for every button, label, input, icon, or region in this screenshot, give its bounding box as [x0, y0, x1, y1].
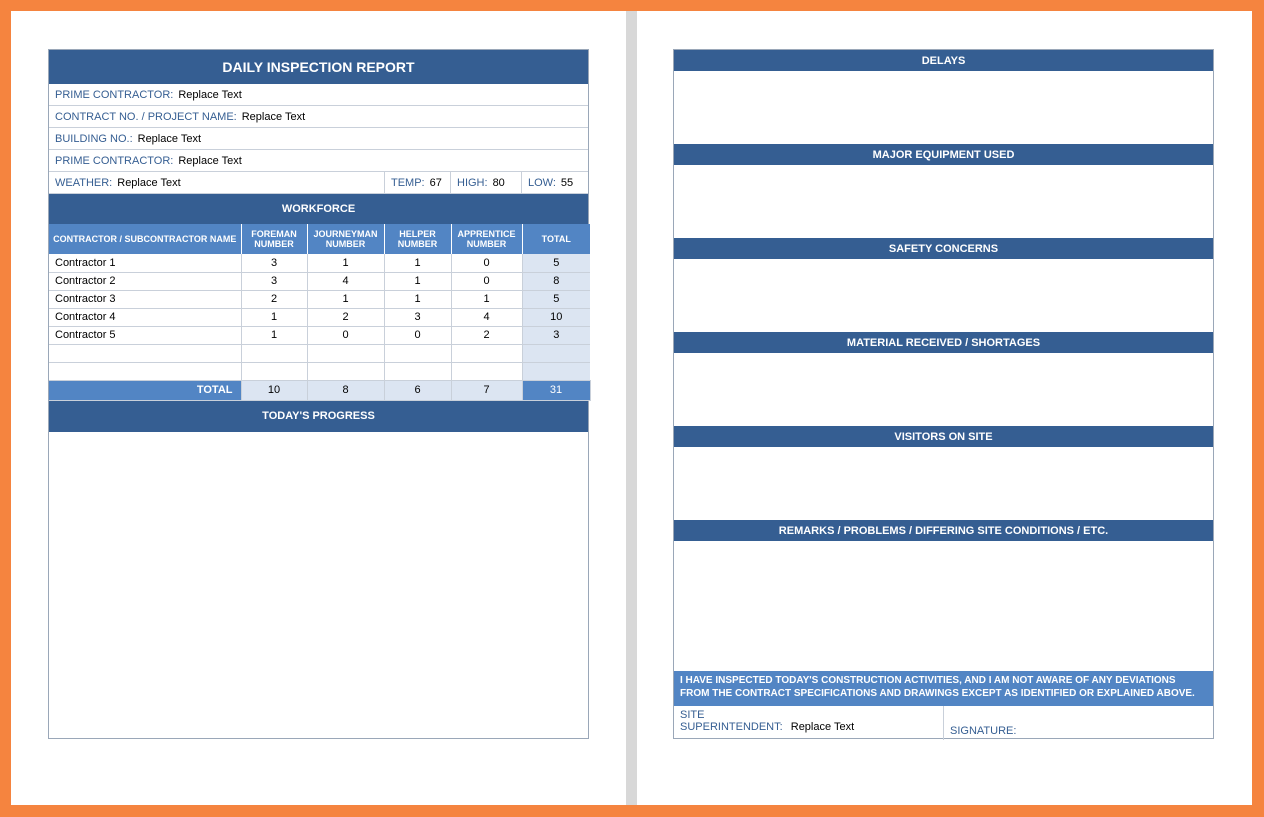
workforce-header-row	[49, 224, 590, 254]
journeyman-count[interactable]: 1	[307, 290, 384, 308]
journeyman-count[interactable]: 2	[307, 308, 384, 326]
contractor-name[interactable]: Contractor 3	[49, 290, 241, 308]
declaration-line: I HAVE INSPECTED TODAY'S CONSTRUCTION ACTIVITIES, AND I AM NOT AWARE OF ANY DEVIATIONS	[680, 675, 1176, 686]
field-label: CONTRACT NO. / PROJECT NAME:	[55, 110, 237, 123]
declaration-statement	[674, 671, 1213, 706]
weather-value[interactable]: Replace Text	[117, 176, 181, 189]
info-row-contract-project[interactable]	[49, 106, 588, 128]
declaration-line: FROM THE CONTRACT SPECIFICATIONS AND DRAWINGS EXCEPT AS IDENTIFIED OR EXPLAINED ABOVE.	[680, 688, 1195, 699]
contractor-name[interactable]: Contractor 1	[49, 254, 241, 272]
col-header-total: TOTAL	[522, 224, 590, 254]
foreman-count[interactable]: 1	[241, 326, 307, 344]
field-value[interactable]: Replace Text	[178, 88, 242, 101]
col-header-apprentice: APPRENTICE NUMBER	[451, 224, 522, 254]
foreman-count[interactable]: 3	[241, 272, 307, 290]
row-total: 10	[522, 308, 590, 326]
signoff-row	[674, 706, 1213, 740]
foreman-count[interactable]: 1	[241, 308, 307, 326]
low-label: LOW:	[528, 176, 556, 189]
helper-count[interactable]: 1	[384, 290, 451, 308]
row-total: 5	[522, 254, 590, 272]
contractor-name[interactable]: Contractor 4	[49, 308, 241, 326]
table-row	[49, 290, 590, 308]
high-cell[interactable]	[451, 172, 522, 193]
helper-count[interactable]: 1	[384, 272, 451, 290]
page-right	[637, 11, 1252, 805]
journeyman-count[interactable]	[307, 362, 384, 380]
contractor-name[interactable]: Contractor 5	[49, 326, 241, 344]
report-title: DAILY INSPECTION REPORT	[49, 50, 588, 84]
helper-count[interactable]	[384, 362, 451, 380]
safety-header: SAFETY CONCERNS	[674, 238, 1213, 259]
superintendent-cell[interactable]	[674, 706, 944, 740]
workforce-header: WORKFORCE	[49, 194, 588, 224]
low-cell[interactable]	[522, 172, 588, 193]
info-row-building-no[interactable]	[49, 128, 588, 150]
material-header: MATERIAL RECEIVED / SHORTAGES	[674, 332, 1213, 353]
helper-count[interactable]: 3	[384, 308, 451, 326]
journeyman-total: 8	[307, 380, 384, 400]
temp-cell[interactable]	[385, 172, 451, 193]
helper-count[interactable]: 1	[384, 254, 451, 272]
col-header-contractor: CONTRACTOR / SUBCONTRACTOR NAME	[49, 224, 241, 254]
table-row	[49, 254, 590, 272]
grand-total: 31	[522, 380, 590, 400]
weather-label: WEATHER:	[55, 176, 113, 189]
low-value[interactable]: 55	[560, 176, 574, 189]
visitors-header: VISITORS ON SITE	[674, 426, 1213, 447]
foreman-count[interactable]: 3	[241, 254, 307, 272]
page-left	[11, 11, 626, 805]
row-total: 5	[522, 290, 590, 308]
high-label: HIGH:	[457, 176, 488, 189]
temp-label: TEMP:	[391, 176, 425, 189]
info-row-prime-contractor[interactable]	[49, 84, 588, 106]
foreman-count[interactable]: 2	[241, 290, 307, 308]
apprentice-count[interactable]: 4	[451, 308, 522, 326]
material-body[interactable]	[674, 353, 1213, 426]
high-value[interactable]: 80	[492, 176, 505, 189]
remarks-body[interactable]	[674, 541, 1213, 671]
field-label: PRIME CONTRACTOR:	[55, 88, 174, 101]
daily-inspection-form	[48, 49, 589, 739]
col-header-helper: HELPER NUMBER	[384, 224, 451, 254]
helper-count[interactable]: 0	[384, 326, 451, 344]
superintendent-label-line1: SITE	[680, 709, 705, 721]
contractor-name[interactable]	[49, 344, 241, 362]
signature-cell[interactable]	[944, 706, 1213, 740]
table-row	[49, 344, 590, 362]
apprentice-count[interactable]: 0	[451, 254, 522, 272]
contractor-name[interactable]	[49, 362, 241, 380]
journeyman-count[interactable]	[307, 344, 384, 362]
row-total	[522, 344, 590, 362]
apprentice-count[interactable]: 0	[451, 272, 522, 290]
totals-row	[49, 380, 590, 400]
field-label: BUILDING NO.:	[55, 132, 133, 145]
superintendent-value[interactable]: Replace Text	[790, 721, 855, 733]
equipment-body[interactable]	[674, 165, 1213, 238]
foreman-count[interactable]	[241, 362, 307, 380]
field-value[interactable]: Replace Text	[137, 132, 202, 145]
info-row-prime-contractor-2[interactable]	[49, 150, 588, 172]
col-header-foreman: FOREMAN NUMBER	[241, 224, 307, 254]
journeyman-count[interactable]: 4	[307, 272, 384, 290]
row-total: 8	[522, 272, 590, 290]
temp-value[interactable]: 67	[429, 176, 442, 189]
apprentice-count[interactable]	[451, 344, 522, 362]
totals-label: TOTAL	[49, 380, 241, 400]
field-label: PRIME CONTRACTOR:	[55, 154, 174, 167]
apprentice-count[interactable]	[451, 362, 522, 380]
apprentice-count[interactable]: 1	[451, 290, 522, 308]
page-gutter	[626, 11, 637, 805]
table-row	[49, 272, 590, 290]
weather-row	[49, 172, 588, 194]
progress-header: TODAY'S PROGRESS	[49, 401, 588, 432]
journeyman-count[interactable]: 1	[307, 254, 384, 272]
inspection-notes-form	[673, 49, 1214, 739]
delays-header: DELAYS	[674, 50, 1213, 71]
table-row	[49, 326, 590, 344]
helper-total: 6	[384, 380, 451, 400]
progress-body[interactable]	[49, 432, 588, 740]
table-row	[49, 308, 590, 326]
remarks-header: REMARKS / PROBLEMS / DIFFERING SITE CONDITIONS / ETC.	[674, 520, 1213, 541]
safety-body[interactable]	[674, 259, 1213, 332]
row-total	[522, 362, 590, 380]
helper-count[interactable]	[384, 344, 451, 362]
signature-label: SIGNATURE:	[950, 725, 1017, 737]
weather-cell[interactable]	[49, 172, 385, 193]
foreman-total: 10	[241, 380, 307, 400]
apprentice-count[interactable]: 2	[451, 326, 522, 344]
apprentice-total: 7	[451, 380, 522, 400]
superintendent-label-line2: SUPERINTENDENT:	[680, 721, 783, 733]
visitors-body[interactable]	[674, 447, 1213, 520]
field-value[interactable]: Replace Text	[178, 154, 242, 167]
table-row	[49, 362, 590, 380]
field-value[interactable]: Replace Text	[241, 110, 306, 123]
col-header-journeyman: JOURNEYMAN NUMBER	[307, 224, 384, 254]
delays-body[interactable]	[674, 71, 1213, 144]
foreman-count[interactable]	[241, 344, 307, 362]
contractor-name[interactable]: Contractor 2	[49, 272, 241, 290]
journeyman-count[interactable]: 0	[307, 326, 384, 344]
row-total: 3	[522, 326, 590, 344]
equipment-header: MAJOR EQUIPMENT USED	[674, 144, 1213, 165]
workforce-table	[49, 224, 591, 401]
